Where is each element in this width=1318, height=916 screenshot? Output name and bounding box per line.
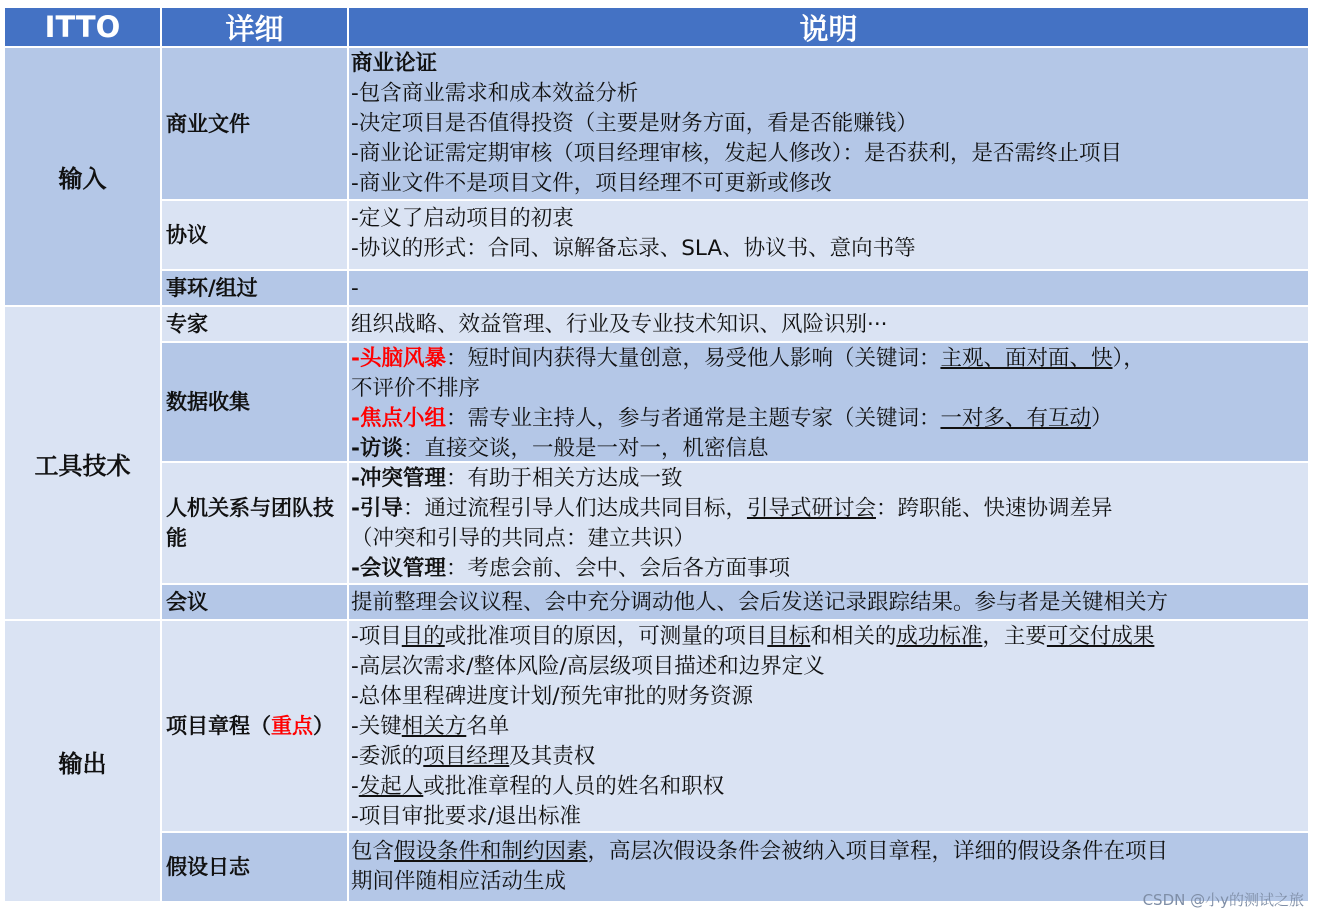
charter-l5-b: 及其责权 [509,744,596,769]
desc-data-gathering [349,343,1310,463]
assumption-a: 包含 [351,839,395,864]
focus-term: 焦点小组 [359,406,446,431]
business-line-2: -决定项目是否值得投资（主要是财务方面，看是否能赚钱） [351,111,918,136]
charter-line-4 [351,712,1308,742]
charter-l1-b: 或批准项目的原因，可测量的项目 [444,624,768,649]
interview-term: -访谈 [351,436,403,461]
section-output: 输出 [5,621,162,903]
brainstorm-text: ：短时间内获得大量创意，易受他人影响（关键词： [445,346,941,371]
charter-l6-sponsor: 发起人 [358,774,424,799]
meeting-mgmt-text: ：考虑会前、会中、会后各方面事项 [445,556,790,581]
charter-l4-stakeholders: 相关方 [401,714,467,739]
assumption-constraints: 假设条件和制约因素 [394,839,588,864]
detail-expert: 专家 [162,307,349,343]
brainstorm-term: 头脑风暴 [359,346,446,371]
meeting-mgmt-line [351,554,1308,584]
charter-l1-c: 和相关的 [810,624,897,649]
desc-eef-opa: - [349,271,1310,307]
charter-l1-deliverables: 可交付成果 [1046,624,1155,649]
business-line-1: -包含商业需求和成本效益分析 [351,81,639,106]
charter-l6-a: - [351,774,359,799]
assumption-b: ，高层次假设条件会被纳入项目章程，详细的假设条件在项目 [587,839,1169,864]
focus-end: ） [1090,406,1113,431]
itto-table [5,8,1310,906]
charter-l4-b: 名单 [466,714,510,739]
facilitation-end: ：跨职能、快速协调差异 [875,496,1113,521]
header-description: 说明 [349,8,1310,48]
charter-line-2: -高层次需求/整体风险/高层级项目描述和边界定义 [351,654,825,679]
charter-l1-objective: 目标 [767,624,811,649]
agreement-line-1: -定义了启动项目的初衷 [351,206,574,231]
facilitation-cont: （冲突和引导的共同点：建立共识） [351,526,696,551]
charter-line-1 [351,622,1308,652]
detail-meetings: 会议 [162,585,349,621]
conflict-line [351,464,1308,494]
header-itto: ITTO [5,8,162,48]
interview-line [351,434,1308,463]
conflict-text: ：有助于相关方达成一致 [445,466,683,491]
brainstorm-keywords: 主观、面对面、快 [940,346,1113,371]
section-tools: 工具技术 [5,307,162,621]
facilitation-keyword: 引导式研讨会 [746,496,876,521]
facilitation-term: -引导 [351,496,403,521]
charter-line-7: -项目审批要求/退出标准 [351,804,582,829]
conflict-term: -冲突管理 [351,466,446,491]
charter-l6-b: 或批准章程的人员的姓名和职权 [423,774,725,799]
detail-data-gathering: 数据收集 [162,343,349,463]
charter-key-mark: 重点 [271,714,313,738]
detail-business-docs: 商业文件 [162,48,349,201]
facilitation-text: ：通过流程引导人们达成共同目标， [402,496,747,521]
detail-agreement: 协议 [162,201,349,271]
business-case-title: 商业论证 [351,51,438,76]
desc-expert: 组织战略、效益管理、行业及专业技术知识、风险识别··· [349,307,1310,343]
charter-l5-a: -委派的 [351,744,424,769]
header-detail: 详细 [162,8,349,48]
desc-interpersonal [349,463,1310,585]
facilitation-line [351,494,1308,524]
desc-agreement [349,201,1310,271]
interview-text: ：直接交谈，一般是一对一，机密信息 [402,436,769,461]
focus-keywords: 一对多、有互动 [940,406,1091,431]
meeting-mgmt-term: -会议管理 [351,556,446,581]
detail-charter [162,621,349,833]
desc-charter [349,621,1310,833]
business-line-4: -商业文件不是项目文件，项目经理不可更新或修改 [351,171,832,196]
charter-l4-a: -关键 [351,714,402,739]
assumption-line-2: 期间伴随相应活动生成 [351,869,567,894]
charter-l1-d: ，主要 [982,624,1047,649]
charter-l1-a: -项目 [351,624,402,649]
csdn-watermark: CSDN @小y的测试之旅 [1142,891,1304,909]
brainstorm-end: ）， [1112,346,1145,371]
charter-l5-pm: 项目经理 [423,744,510,769]
charter-label: 项目章程（ [166,714,271,738]
focus-dash: - [351,406,360,431]
brainstorm-cont: 不评价不排序 [351,376,481,401]
detail-interpersonal: 人机关系与团队技能 [162,463,349,585]
focus-text: ：需专业主持人，参与者通常是主题专家（关键词： [445,406,941,431]
brainstorm-dash: - [351,346,360,371]
charter-line-6 [351,772,1308,802]
section-input: 输入 [5,48,162,307]
assumption-line-1 [351,837,1308,867]
desc-business-docs [349,48,1310,201]
charter-l1-purpose: 目的 [401,624,445,649]
detail-eef-opa: 事环/组过 [162,271,349,307]
focus-line [351,404,1308,434]
business-line-3: -商业论证需定期审核（项目经理审核，发起人修改）：是否获利，是否需终止项目 [351,141,1123,166]
charter-line-5 [351,742,1308,772]
charter-l1-success: 成功标准 [896,624,983,649]
detail-assumption-log: 假设日志 [162,833,349,903]
charter-label-end: ） [313,714,334,738]
charter-line-3: -总体里程碑进度计划/预先审批的财务资源 [351,684,754,709]
brainstorm-line [351,344,1308,374]
desc-meetings: 提前整理会议议程、会中充分调动他人、会后发送记录跟踪结果。参与者是关键相关方 [349,585,1310,621]
agreement-line-2: -协议的形式：合同、谅解备忘录、SLA、协议书、意向书等 [351,236,916,261]
